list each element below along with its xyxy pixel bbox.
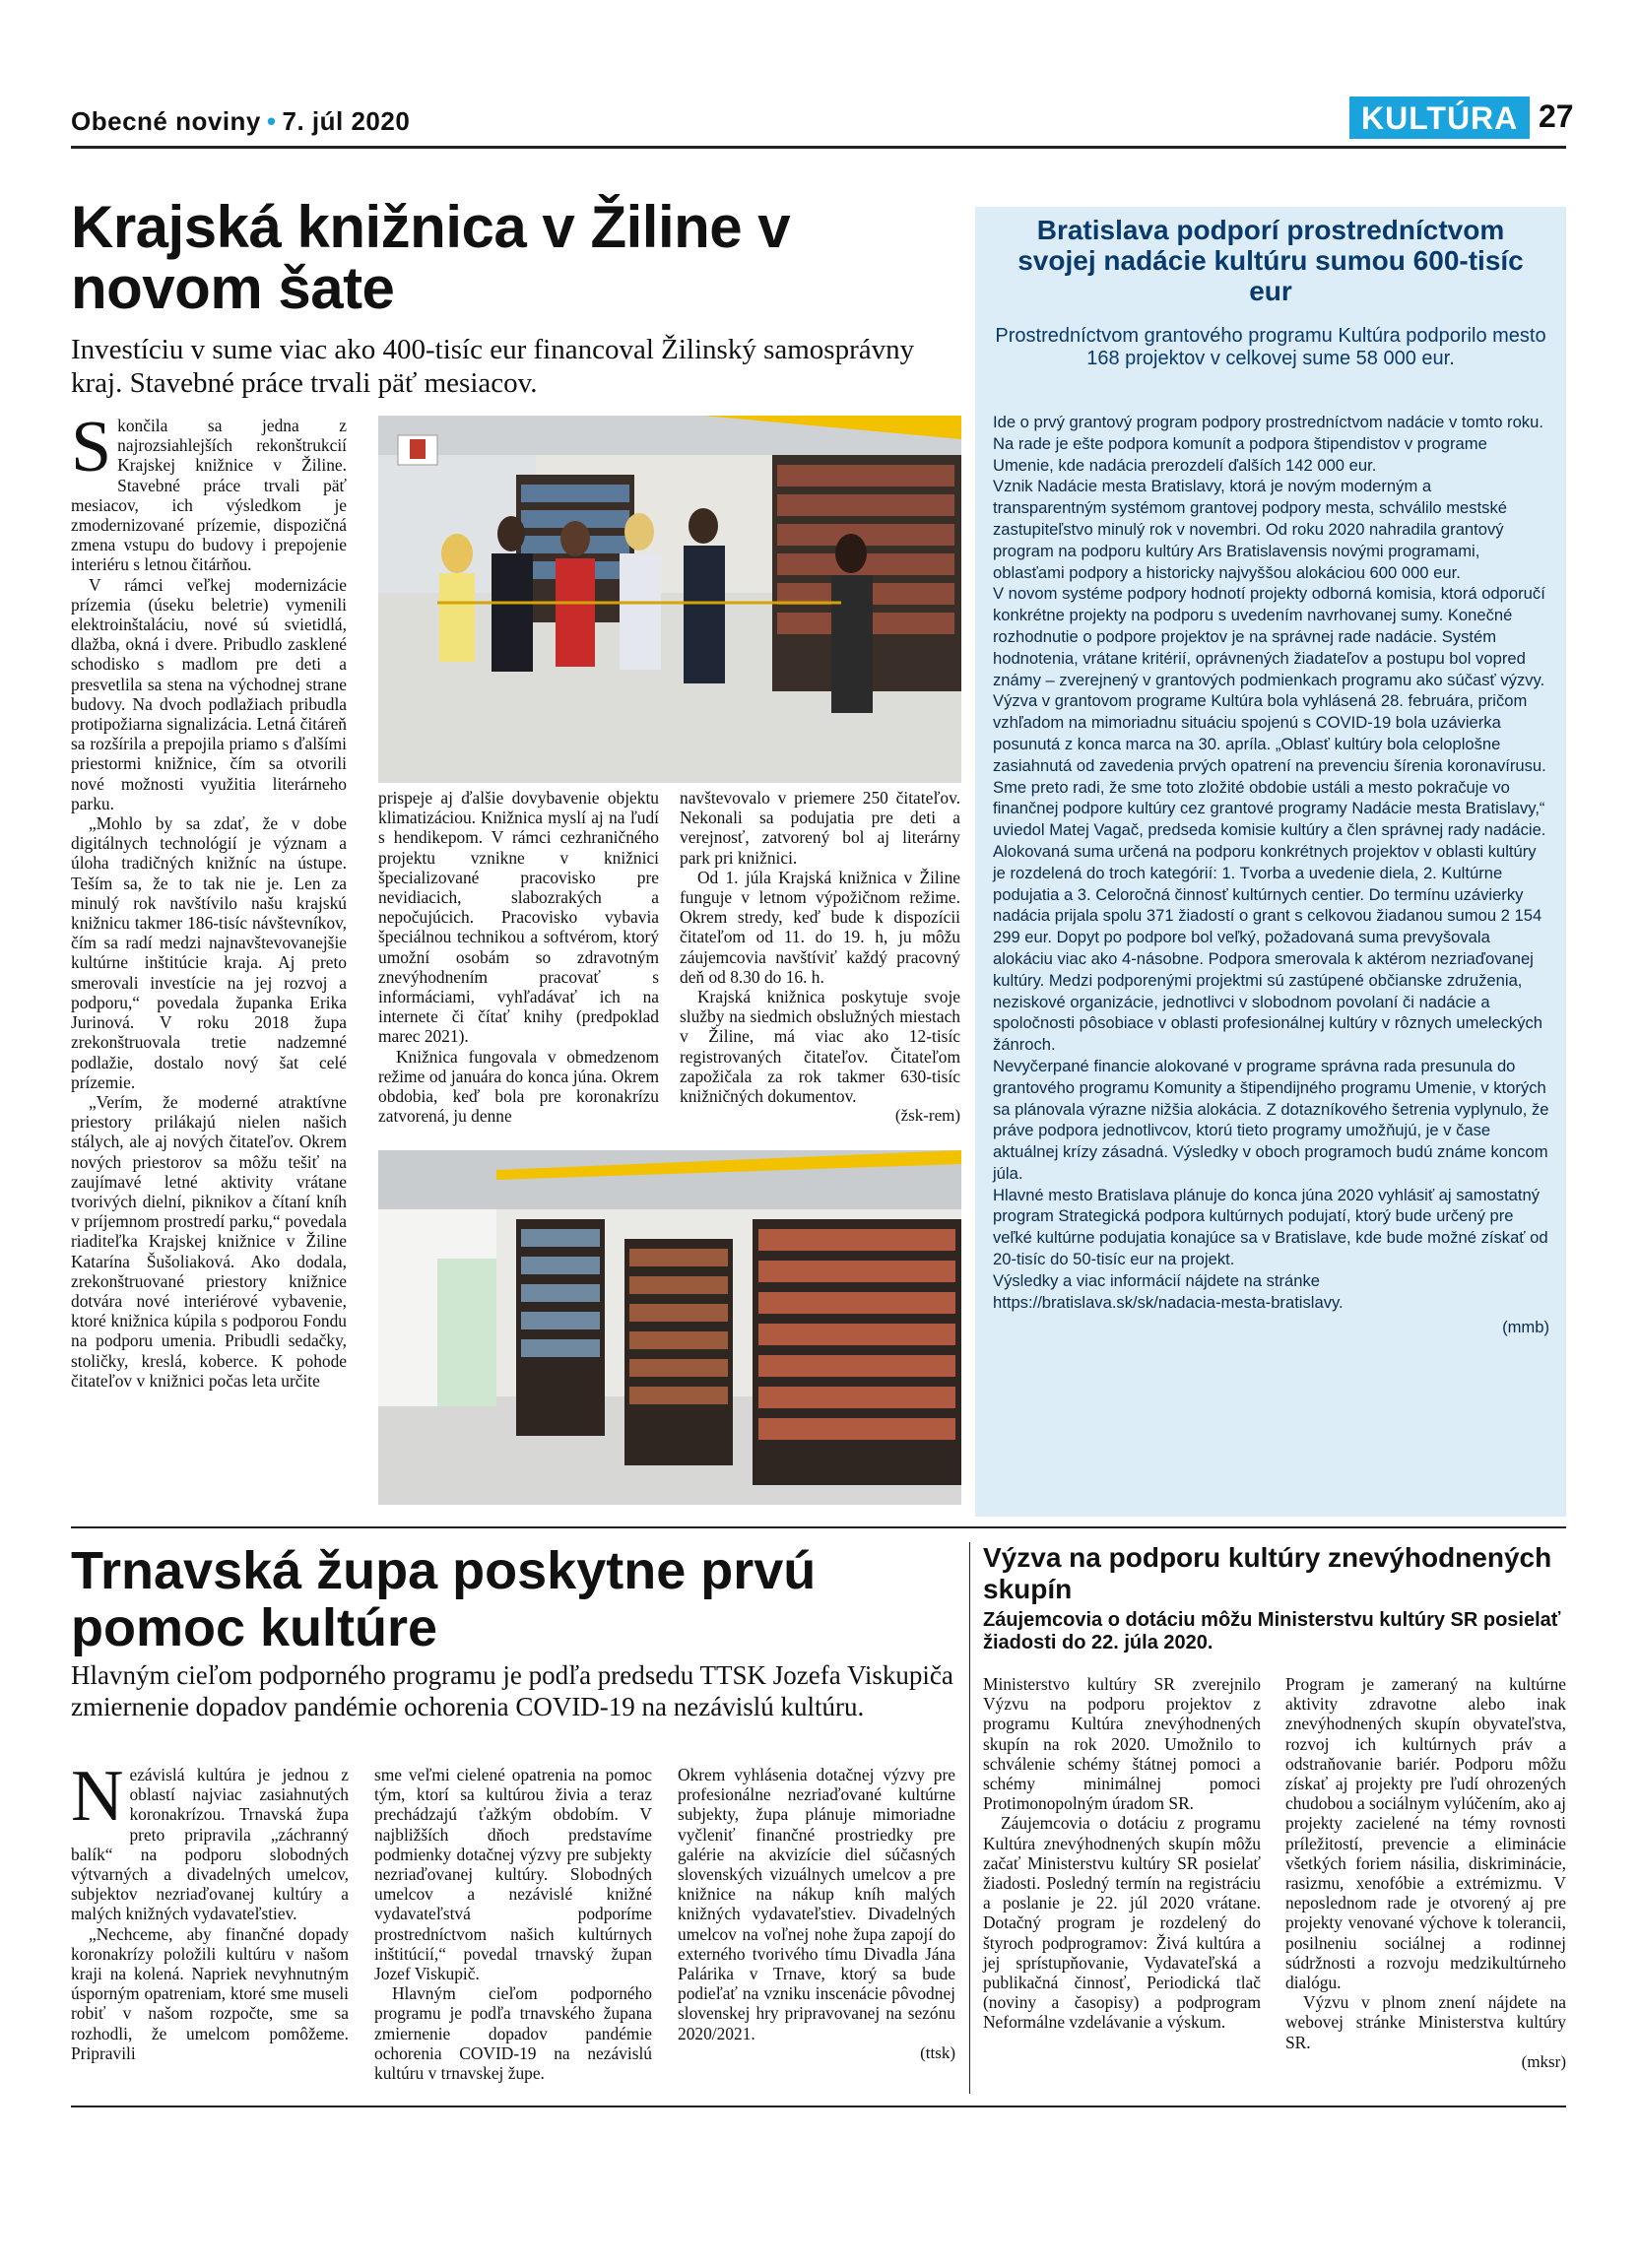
article3-col2 bbox=[1285, 1674, 1566, 2072]
article1-col1-p3: „Mohlo by sa zdať, že v dobe digitálnych technológií je význam a úloha tradičných knižníc na ústupe. Teším sa, že to tak nie je. Len za minulý rok navštívilo našu krajskú knižnicu takmer 186-tisíc návštevníkov, čím sa radí medzi najnavštevovanejšie kultúrne inštitúcie kraja. Aj preto smerovali investície na jej rozvoj a podporu,“ povedala županka Erika Jurinová. V roku 2018 župa zrekonštruovala tretie nadzemné podlažie, dostalo nový šat celé prízemie. bbox=[71, 813, 347, 1092]
article1-signature: (žsk-rem) bbox=[894, 1106, 960, 1126]
article2-col1-p2: „Nechceme, aby finančné dopady koronakrízy položili kultúru v našom kraji na kolená. Napriek nevyhnutným úsporným opatreniam, ktoré sme museli robiť v našom rozpočte, sme sa rozhodli, že umelcom pomôžeme. Pripravili bbox=[71, 1923, 349, 2063]
article1-deck: Investíciu v sume viac ako 400-tisíc eur financoval Žilinský samosprávny kraj. Stavebné práce trvali päť mesiacov. bbox=[71, 334, 915, 399]
header-rule bbox=[71, 146, 1566, 149]
sidebar-paragraph: Výsledky a viac informácií nájdete na stránke https://bratislava.sk/sk/nadacia-mesta-bratislavy. bbox=[993, 1270, 1344, 1312]
article2-title: Trnavská župa poskytne prvú pomoc kultúre bbox=[71, 1541, 817, 1657]
article1-col2-p1: prispeje aj ďalšie dovybavenie objektu klimatizáciou. Knižnica myslí aj na ľudí s hendikepom. V rámci cezhraničného projektu vznikne v knižnici špecializované pracovisko pre nevidiacich, slabozrakých a nepočujúcich. Pracovisko vybavia špeciálnou technikou a softvérom, ktorý umožní osobám so zdravotným znevýhodnením pracovať s informáciami, vyhľadávať ich na internete či čítať knihy (predpoklad marec 2021). bbox=[378, 788, 659, 1047]
sidebar-paragraph: Alokovaná suma určená na podporu konkrétnych projektov v oblasti kultúry je rozdelená do troch kategórií: 1. Tvorba a uvedenie diela, 2. Kultúrne podujatia a 3. Celoročná činnosť kultúrnych centier. Do termínu uzávierky nadácia prijala spolu 371 žiadostí o grant s celkovou žiadanou sumou 2 154 299 eur. Dopyt po podpore bol veľký, požadovaná suma prevyšovala alokáciu viac ako 4-násobne. Podpora smerovala k aktérom nezriaďovanej kultúry. Medzi podporenými projektmi sú zastúpené občianske združenia, neziskové organizácie, jednotlivci v slobodnom povolaní či nadácie a spoločnosti pôsobiace v oblasti profesionálnej kultúry v rôznych umeleckých žánroch. bbox=[993, 841, 1543, 1055]
article3-col2-p2: Výzvu v plnom znení nájdete na webovej stránke Ministerstva kultúry SR. bbox=[1285, 1992, 1566, 2052]
sidebar-paragraph: Vznik Nadácie mesta Bratislavy, ktorá je novým moderným a transparentným systémom grantovej podpory mesta, schválilo mestské zastupiteľstvo minulý rok v novembri. Od roku 2020 nahradila grantový program na podporu kultúry Ars Bratislavensis novými programami, oblasťami podpory a historicky najvyššou alokáciou 600 000 eur. bbox=[993, 477, 1507, 582]
article1-col2-p2: Knižnica fungovala v obmedzenom režime od januára do konca júna. Okrem obdobia, keď bola pre koronakrízu zatvorená, ju denne bbox=[378, 1046, 659, 1127]
library-interior-photo bbox=[378, 1150, 961, 1505]
article1-col1 bbox=[71, 407, 347, 1391]
article3-col1-p1: Ministerstvo kultúry SR zverejnilo Výzvu na podporu projektov z programu Kultúra znevýhodnených skupín na rok 2020. Umožnilo to schválenie schémy štátnej pomoci a schémy minimálnej pomoci Protimonopolným úradom SR. bbox=[983, 1674, 1261, 1814]
sidebar-deck: Prostredníctvom grantového programu Kultúra podporilo mesto 168 projektov v celkovej sume 58 000 eur. bbox=[995, 325, 1546, 369]
page-number: 27 bbox=[1539, 98, 1574, 134]
article1-col3-p2: Od 1. júla Krajská knižnica v Žiline funguje v letnom výpožičnom režime. Okrem stredy, keď bude k dispozícii čitateľom od 11. do 19. h, ju môžu záujemcovia navštíviť každý pracovný deň od 8.30 do 16. h. bbox=[680, 867, 960, 987]
sidebar-signature: (mmb) bbox=[1502, 1318, 1549, 1337]
article1-dropcap: S bbox=[71, 407, 112, 487]
article1-col1-p1: Skončila sa jedna z najrozsiahlejších rekonštrukcií Krajskej knižnice v Žiline. Stavebné práce trvali päť mesiacov, ich výsledkom je zmodernizované prízemie, dispozičná zmena vstupu do budovy i prepojenie interiéru s letnou čitárňou. bbox=[71, 407, 347, 575]
article3-col2-p1: Program je zameraný na kultúrne aktivity zdravotne alebo inak znevýhodnených skupín obyvateľstva, rozvoj ich kultúrnych práv a odstraňovanie bariér. Podporu môžu získať aj projekty pre ľudí ohrozených chudobou a sociálnym vylúčením, ako aj projekty zacielené na témy rovnosti príležitostí, prevencie a eliminácie všetkých foriem násilia, diskriminácie, rasizmu, xenofóbie a extrémizmu. V neposlednom rade je otvorený aj pre projekty venované výchove k tolerancii, posilneniu sociálnej a rodinnej súdržnosti a rozvoju medzikultúrneho dialógu. bbox=[1285, 1674, 1566, 1993]
article2-deck: Hlavným cieľom podporného programu je podľa predsedu TTSK Jozefa Viskupiča zmiernenie dopadov pandémie ochorenia COVID-19 na nezávislú kultúru. bbox=[71, 1660, 953, 1721]
article3-col1 bbox=[983, 1674, 1261, 2033]
article1-col2 bbox=[378, 788, 659, 1126]
article3-title: Výzva na podporu kultúry znevýhodnených skupín bbox=[983, 1542, 1552, 1604]
article1-col3-p3: Krajská knižnica poskytuje svoje služby na siedmich obslužných miestach v Žiline, má viac ako 12-tisíc registrovaných čitateľov. Čitateľom zapožičala za rok takmer 630-tisíc knižničných dokumentov. bbox=[680, 987, 960, 1107]
article1-title: Krajská knižnica v Žiline v novom šate bbox=[71, 194, 791, 321]
sidebar-title: Bratislava podporí prostredníctvom svojej nadácie kultúru sumou 600-tisíc eur bbox=[1017, 215, 1524, 306]
article2-dropcap: N bbox=[71, 1756, 124, 1837]
article2-col2-p1: sme veľmi cielené opatrenia na pomoc tým, ktorí sa kultúrou živia a teraz prechádzajú ťažkým obdobím. V najbližších dňoch predstavíme podmienky dotačnej výzvy pre subjekty nezriaďovanej kultúry. Slobodných umelcov a nezávislé knižné vydavateľstvá podporíme prostredníctvom našich kultúrnych inštitúcií,“ povedal trnavský župan Jozef Viskupič. bbox=[374, 1765, 652, 1984]
article2-signature: (ttsk) bbox=[920, 2042, 955, 2062]
sidebar-paragraph: Ide o prvý grantový program podpory prostredníctvom nadácie v tomto roku. Na rade je ešte podpora komunít a podpora štipendistov v programe Umenie, kde nadácia prerozdelí ďalších 142 000 eur. bbox=[993, 413, 1543, 475]
article3-deck: Záujemcovia o dotáciu môžu Ministerstvu kultúry SR posielať žiadosti do 22. júla 2020. bbox=[983, 1609, 1561, 1653]
article2-col1-p1: Nezávislá kultúra je jednou z oblastí najviac zasiahnutých koronakrízou. Trnavská župa preto pripravila „záchranný balík“ na podporu slobodných výtvarných a divadelných umelcov, subjektov nezriaďovanej kultúry a malých knižných vydavateľstiev. bbox=[71, 1756, 349, 1924]
article2-col3-p1: Okrem vyhlásenia dotačnej výzvy pre profesionálne nezriaďované kultúrne subjekty, župa plánuje mimoriadne vyčleniť finančné prostriedky pre galérie na akvizície diel súčasných slovenských vizuálnych umelcov a pre knižnice na nákup kníh malých knižných vydavateľstiev. Divadelných umelcov na voľnej nohe župa zapojí do externého tvorivého tímu Divadla Jána Palárika v Trnave, ktorý sa bude podieľať na vzniku inscenácie pôvodnej slovenskej hry pripravovanej na sezónu 2020/2021. bbox=[678, 1765, 955, 2043]
article1-col3-p1: navštevovalo v priemere 250 čitateľov. Nekonali sa podujatia pre deti a verejnosť, zatvorený bol aj literárny park pri knižnici. bbox=[680, 788, 960, 868]
article3-signature: (mksr) bbox=[1521, 2051, 1566, 2071]
article2-col3 bbox=[678, 1765, 955, 2063]
article3-col1-p2: Záujemcovia o dotáciu z programu Kultúra znevýhodnených skupín môžu začať Ministerstvu kultúry SR posielať žiadosti. Posledný termín na registráciu a poslanie je 22. júl 2020 vrátane. Dotačný program je rozdelený do štyroch podprogramov: Živá kultúra a jej sprístupňovanie, Vydavateľská a publikačná činnosť, Periodická tlač (noviny a časopisy) a podprogram Neformálne vzdelávanie a výskum. bbox=[983, 1813, 1261, 2033]
sidebar-paragraph: V novom systéme podpory hodnotí projekty odborná komisia, ktorá odporučí konkrétne projekty na podporu s uvedením navrhovanej sumy. Konečné rozhodnutie o podpore projektov je na správnej rade nadácie. Systém hodnotenia, vrátane kritérií, oprávnených žiadateľov a postupu bol vopred známy – zverejnený v grantových podmienkach programu ako súčasť výzvy. bbox=[993, 584, 1545, 689]
article2-col2-p2: Hlavným cieľom podporného programu je podľa trnavského župana zmiernenie dopadov pandémie ochorenia COVID-19 na nezávislú kultúru v trnavskej župe. bbox=[374, 1983, 652, 2084]
section-tag: KULTÚRA bbox=[1349, 97, 1530, 139]
article1-col1-p4: „Verím, že moderné atraktívne priestory prilákajú nielen našich stálych, ale aj nových čitateľov. Okrem nových priestorov sa môžu tešiť na zaujímavé letné aktivity vrátane tvorivých dielní, piknikov a čítaní kníh v príjemnom prostredí parku,“ povedala riaditeľka Krajskej knižnice v Žiline Katarína Šušoliaková. Ako dodala, zrekonštruované priestory knižnice dotvára nové interiérové vybavenie, ktoré knižnica kúpila s podporou Fondu na podporu umenia. Pribudli sedačky, stoličky, kreslá, koberce. K pohode čitateľov v knižnici počas leta určite bbox=[71, 1091, 347, 1391]
footer-rule bbox=[71, 2106, 1566, 2107]
section-rule bbox=[71, 1526, 1566, 1528]
sidebar-paragraph: Výzva v grantovom programe Kultúra bola vyhlásená 28. februára, pričom vzhľadom na mimoriadnu situáciu spojenú s COVID-19 bola uzávierka posunutá z konca marca na 30. apríla. „Oblasť kultúry bola celoplošne zasiahnutá od zavedenia prvých opatrení na prevenciu šírenia koronavírusu. Sme preto radi, že sme toto zložité obdobie ustáli a mesto pokračuje vo finančnej podpore kultúry cez grantové programy Nadácie mesta Bratislavy,“ uviedol Matej Vagač, predseda komisie kultúry a člen správnej rady nadácie. bbox=[993, 691, 1546, 840]
ribbon-cutting-photo bbox=[378, 416, 961, 783]
sidebar-body bbox=[993, 412, 1549, 1338]
article1-col3 bbox=[680, 788, 960, 1126]
article2-col1 bbox=[71, 1756, 349, 2063]
article2-col2 bbox=[374, 1765, 652, 2083]
issue-date: 7. júl 2020 bbox=[282, 106, 411, 136]
sidebar-paragraph: Hlavné mesto Bratislava plánuje do konca júna 2020 vyhlásiť aj samostatný program Strategická podpora kultúrnych podujatí, ktorý bude určený pre veľké kultúrne podujatia konajúce sa v Bratislave, kde bude možné získať od 20-tisíc do 50-tisíc eur na projekt. bbox=[993, 1185, 1548, 1269]
masthead bbox=[71, 106, 410, 137]
sidebar-paragraph: Nevyčerpané financie alokované v programe správna rada presunula do grantového programu Komunity a štipendijného programu Umenie, v ktorých sa plánovala výrazne nižšia alokácia. Z dotazníkového šetrenia vyplynulo, že práve podpora jednotlivcov, ktorú tieto programy umožňujú, je v čase aktuálnej krízy zásadná. Výsledky v oboch programoch budú známe koncom júla. bbox=[993, 1056, 1549, 1183]
article1-col1-p2: V rámci veľkej modernizácie prízemia (úseku beletrie) vymenili elektroinštaláciu, nové sú svietidlá, dlažba, okná i dvere. Pribudlo zasklené schodisko s madlom pre deti a presvetlila sa stena na východnej strane budovy. Na dvoch podlažiach pribudla protipožiarna signalizácia. Letná čitáreň sa rozšírila a prepojila priamo s ďalšími priestormi knižnice, čím sa otvorili nové možnosti využitia literárneho parku. bbox=[71, 574, 347, 813]
column-divider bbox=[969, 1542, 970, 2094]
newspaper-name: Obecné noviny bbox=[71, 106, 261, 136]
separator-dot: • bbox=[266, 106, 277, 136]
